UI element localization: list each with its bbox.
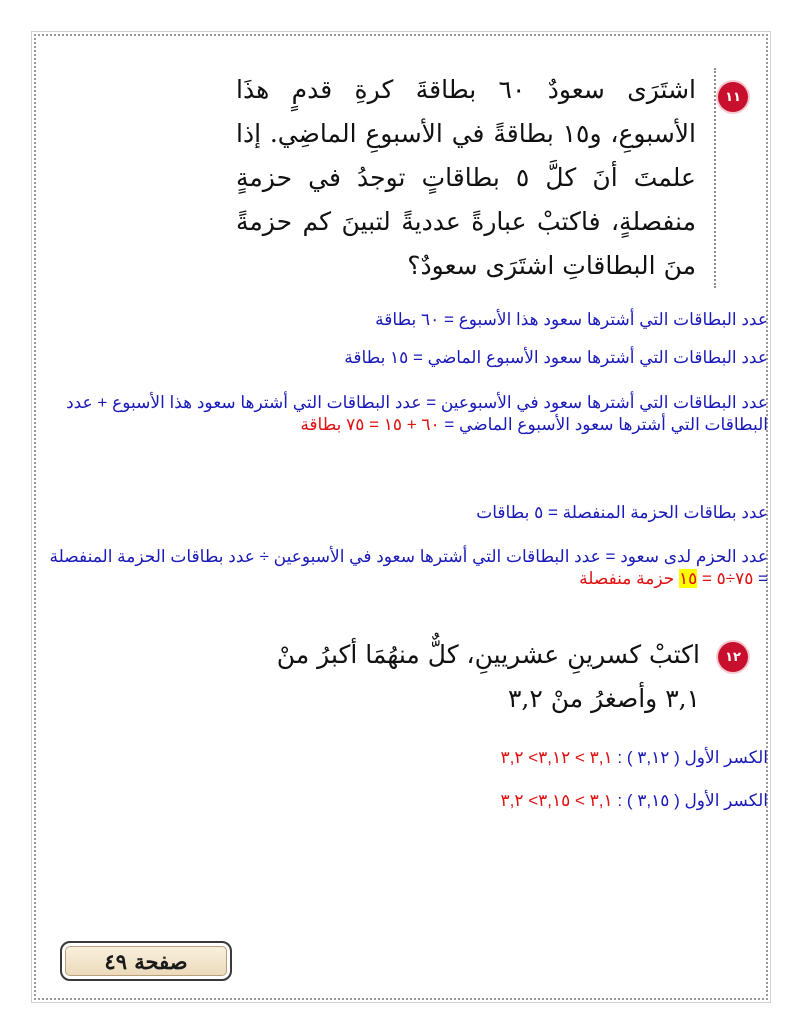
problem-number-badge bbox=[718, 82, 748, 112]
solution-11-line-3-text: عدد البطاقات التي أشترها سعود في الأسبوعين = عدد البطاقات التي أشترها سعود هذا الأسبوع + عدد البطاقات التي أشترها سعود الأسبوع الماضي = bbox=[66, 393, 768, 434]
solution-11-line-5 bbox=[48, 546, 768, 590]
solution-11-line-4: عدد بطاقات الحزمة المنفصلة = ٥ بطاقات bbox=[476, 503, 768, 522]
solution-12-line-1 bbox=[48, 747, 768, 769]
page-number-label bbox=[60, 941, 232, 981]
solution-11-line-1: عدد البطاقات التي أشترها سعود هذا الأسبوع = ٦٠ بطاقة bbox=[375, 310, 768, 329]
solution-12-line-2-comparison: ٣,١ > ٣,١٥> ٣,٢ bbox=[500, 791, 613, 810]
solution-11-line-3 bbox=[48, 392, 768, 436]
solution-11-line-2: عدد البطاقات التي أشترها سعود الأسبوع الماضي = ١٥ بطاقة bbox=[344, 348, 768, 367]
problem-12-number: ١٢ bbox=[725, 649, 741, 665]
solution-11-line-5-text: عدد الحزم لدى سعود = عدد البطاقات التي أشترها سعود في الأسبوعين ÷ عدد بطاقات الحزمة المنفصلة = bbox=[49, 547, 768, 588]
solution-12-line-2 bbox=[48, 790, 768, 812]
solution-11-line-3-result: ٦٠ + ١٥ = ٧٥ بطاقة bbox=[300, 415, 440, 434]
solution-12-line-1-comparison: ٣,١ > ٣,١٢> ٣,٢ bbox=[500, 748, 613, 767]
solution-11-highlighted-answer: ١٥ bbox=[678, 569, 698, 588]
problem-11 bbox=[236, 68, 716, 288]
solution-11-line-5-unit: حزمة منفصلة bbox=[579, 569, 679, 588]
problem-12-text: اكتبْ كسرينِ عشريينِ، كلٌّ منهُمَا أكبرُ منْ ٣,١ وأصغرُ منْ ٣,٢ bbox=[276, 640, 700, 713]
problem-11-number: ١١ bbox=[725, 89, 741, 105]
solution-11-line-5-calc: ٧٥÷٥ = bbox=[697, 569, 754, 588]
page-number-text: صفحة ٤٩ bbox=[104, 948, 188, 974]
problem-number-badge bbox=[718, 642, 748, 672]
solution-12-line-1-label: الكسر الأول ( ٣,١٢ ) : bbox=[612, 748, 768, 767]
problem-11-text: اشتَرَى سعودٌ ٦٠ بطاقةَ كرةِ قدمٍ هذَا الأسبوعِ، و١٥ بطاقةً في الأسبوعِ الماضِي. إذا علمتَ أنَ كلَّ ٥ بطاقاتٍ توجدُ في حزمةٍ منفصلةٍ، فاكتبْ عبارةً عدديةً لتبينَ كم حزمةً منَ البطاقاتِ اشتَرَى سعودٌ؟ bbox=[236, 68, 716, 288]
solution-12-line-2-label: الكسر الأول ( ٣,١٥ ) : bbox=[612, 791, 768, 810]
